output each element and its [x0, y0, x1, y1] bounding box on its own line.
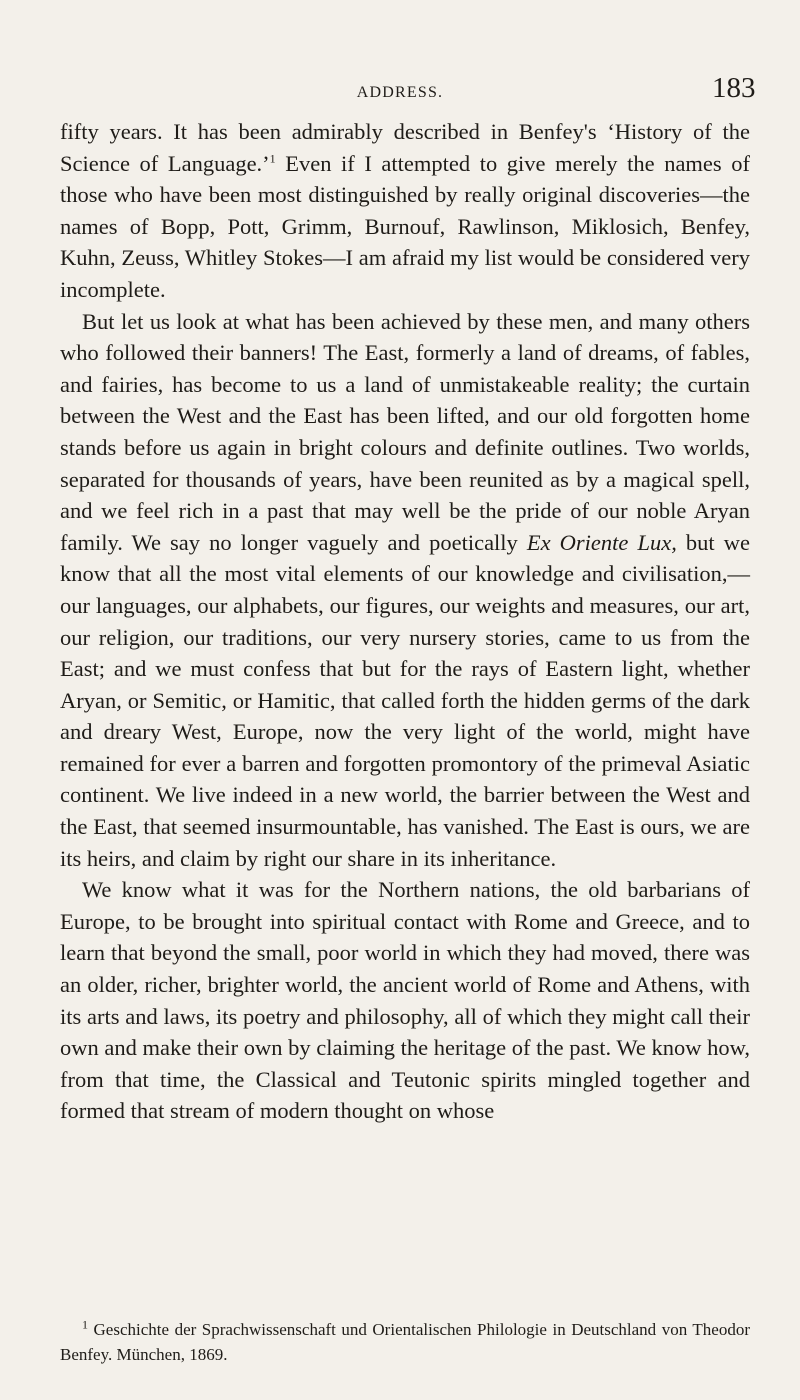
paragraph-text: but we know that all the most vital elements of our knowledge and civilisation,—our languages, our alphabets, our figures, our weights and measures, our art, our religion, our traditions, our very nursery stories, came to us from the East; and we must confess that but for the rays of Eastern light, whether Aryan, or Semitic, or Hamitic, that called forth the hidden germs of the dark and dreary West, Europe, now the very light of the world, might have remained for ever a barren and forgotten promontory of the primeval Asiatic continent. We live indeed in a new world, the barrier between the West and the East, that seemed insurmountable, has vanished. The East is ours, we are its heirs, and claim by right our share in its inheritance. — [60, 529, 750, 871]
paragraph-1 — [60, 116, 750, 306]
footnote-1 — [60, 1317, 750, 1367]
footnote-text: Geschichte der Sprachwissenschaft und Orientalischen Philologie in Deutschland von Theodor Benfey. München, 1869. — [60, 1320, 751, 1364]
paragraph-2 — [60, 306, 750, 875]
paragraph-3 — [60, 874, 750, 1127]
paragraph-text: But let us look at what has been achieved by these men, and many others who followed their banners! The East, formerly a land of dreams, of fables, and fairies, has become to us a land of unmistakeable reality; the curtain between the West and the East has been lifted, and our old forgotten home stands before us again in bright colours and definite outlines. Two worlds, separated for thousands of years, have been reunited as by a magical spell, and we feel rich in a past that may well be the pride of our noble Aryan family. We say no longer vaguely and poetically — [60, 308, 750, 555]
body-text — [60, 116, 750, 1127]
running-title: ADDRESS. — [356, 84, 444, 101]
page-number: 183 — [712, 72, 756, 104]
paragraph-text: Even if I attempted to give merely the names of those who have been most distinguished by really original discoveries—the names of Bopp, Pott, Grimm, Burnouf, Rawlinson, Miklosich, Benfey, Kuhn, Zeuss, Whitley Stokes—I am afraid my list would be considered very incomplete. — [60, 150, 750, 302]
footnote-marker: 1 — [269, 151, 276, 166]
paragraph-text: fifty years. It has been admirably described in Benfey's ‘History of the Science of Language.’ — [60, 119, 750, 176]
footnotes — [60, 1317, 750, 1367]
footnote-number: 1 — [82, 1317, 88, 1332]
latin-phrase: Ex Oriente Lux, — [526, 529, 677, 555]
paragraph-text: We know what it was for the Northern nations, the old barbarians of Europe, to be brought into spiritual contact with Rome and Greece, and to learn that beyond the small, poor world in which they had moved, there was an older, richer, brighter world, the ancient world of Rome and Athens, with its arts and laws, its poetry and philosophy, all of which they might call their own and make their own by claiming the heritage of the past. We know how, from that time, the Classical and Teutonic spirits mingled together and formed that stream of modern thought on whose — [60, 877, 750, 1124]
